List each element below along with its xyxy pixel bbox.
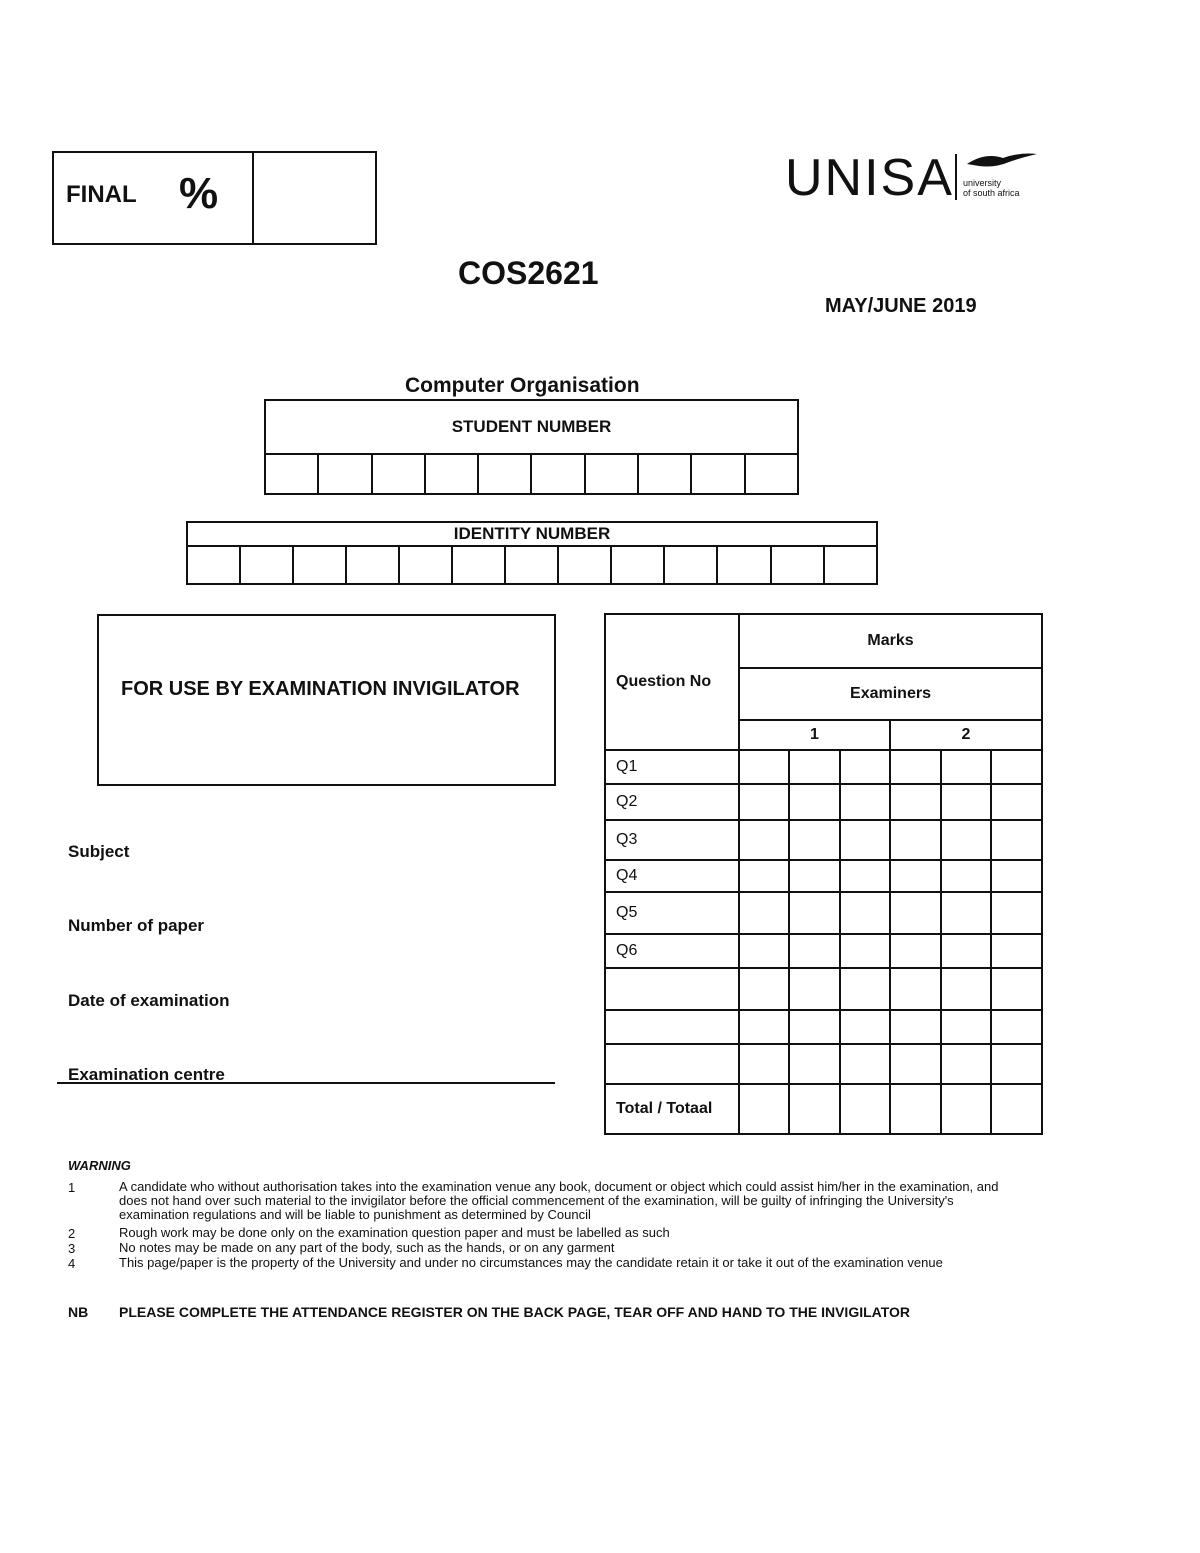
nb-text: PLEASE COMPLETE THE ATTENDANCE REGISTER ON THE BACK PAGE, TEAR OFF AND HAND TO THE INVIGILATOR — [119, 1304, 911, 1320]
mark-cell[interactable] — [991, 784, 1042, 820]
mark-cell[interactable] — [840, 860, 890, 892]
nb-label: NB — [68, 1304, 89, 1320]
mark-cell[interactable] — [991, 750, 1042, 784]
mark-cell[interactable] — [941, 892, 991, 934]
mark-cell[interactable] — [789, 860, 840, 892]
student-number-box[interactable] — [318, 454, 371, 494]
examination-centre-line — [57, 1082, 555, 1084]
mark-cell[interactable] — [991, 1010, 1042, 1044]
mark-cell[interactable] — [890, 750, 941, 784]
identity-number-box[interactable] — [824, 546, 877, 584]
warning-title: WARNING — [68, 1158, 131, 1173]
mark-cell[interactable] — [941, 750, 991, 784]
mark-cell[interactable] — [991, 820, 1042, 860]
mark-cell[interactable] — [890, 1044, 941, 1084]
mark-cell[interactable] — [739, 968, 789, 1010]
mark-cell[interactable] — [890, 860, 941, 892]
mark-cell[interactable] — [941, 1010, 991, 1044]
question-label — [605, 1044, 739, 1084]
invigilator-label: FOR USE BY EXAMINATION INVIGILATOR — [121, 678, 520, 700]
subject-field-label: Subject — [68, 842, 130, 861]
total-cell[interactable] — [941, 1084, 991, 1134]
logo-separator — [955, 154, 957, 200]
mark-cell[interactable] — [840, 892, 890, 934]
mark-cell[interactable] — [789, 934, 840, 968]
total-cell[interactable] — [890, 1084, 941, 1134]
logo-wordmark: UNISA — [785, 149, 954, 207]
warning-item-text: No notes may be made on any part of the body, such as the hands, or on any garment — [119, 1240, 615, 1255]
total-cell[interactable] — [789, 1084, 840, 1134]
mark-cell[interactable] — [789, 968, 840, 1010]
examination-centre-label: Examination centre — [68, 1065, 225, 1084]
identity-number-box[interactable] — [771, 546, 824, 584]
mark-cell[interactable] — [890, 892, 941, 934]
exam-date: MAY/JUNE 2019 — [825, 295, 977, 317]
final-label: FINAL — [66, 181, 137, 208]
mark-cell[interactable] — [789, 784, 840, 820]
identity-number-box[interactable] — [505, 546, 558, 584]
mark-cell[interactable] — [941, 784, 991, 820]
mark-cell[interactable] — [840, 1010, 890, 1044]
identity-number-box[interactable] — [717, 546, 770, 584]
mark-cell[interactable] — [890, 934, 941, 968]
student-number-box[interactable] — [265, 454, 318, 494]
identity-number-grid — [186, 521, 878, 585]
question-label: Q2 — [605, 784, 739, 820]
warning-item-number: 1 — [68, 1180, 76, 1195]
student-number-box[interactable] — [478, 454, 531, 494]
mark-cell[interactable] — [789, 892, 840, 934]
student-number-box[interactable] — [372, 454, 425, 494]
mark-cell[interactable] — [890, 1010, 941, 1044]
marks-table — [604, 613, 1043, 1135]
final-percent-sign: % — [179, 169, 219, 218]
subject-title: Computer Organisation — [405, 374, 640, 397]
student-number-label: STUDENT NUMBER — [265, 400, 798, 454]
mark-cell[interactable] — [941, 1044, 991, 1084]
mark-cell[interactable] — [789, 750, 840, 784]
mark-cell[interactable] — [991, 892, 1042, 934]
question-label: Q6 — [605, 934, 739, 968]
identity-number-box[interactable] — [293, 546, 346, 584]
identity-number-box[interactable] — [346, 546, 399, 584]
number-of-paper-label: Number of paper — [68, 916, 205, 935]
total-cell[interactable] — [739, 1084, 789, 1134]
question-no-header: Question No — [605, 614, 739, 750]
question-label: Q4 — [605, 860, 739, 892]
mark-cell[interactable] — [789, 1044, 840, 1084]
question-label: Q3 — [605, 820, 739, 860]
final-box-divider — [252, 153, 254, 243]
examiner-2-header: 2 — [890, 720, 1042, 750]
student-number-box[interactable] — [425, 454, 478, 494]
student-number-box[interactable] — [531, 454, 584, 494]
question-label: Q5 — [605, 892, 739, 934]
mark-cell[interactable] — [739, 892, 789, 934]
mark-cell[interactable] — [890, 784, 941, 820]
mark-cell[interactable] — [789, 1010, 840, 1044]
student-number-box[interactable] — [745, 454, 798, 494]
final-mark-box — [52, 151, 377, 245]
identity-number-box[interactable] — [664, 546, 717, 584]
mark-cell[interactable] — [789, 820, 840, 860]
question-label: Q1 — [605, 750, 739, 784]
mark-cell[interactable] — [739, 860, 789, 892]
course-code: COS2621 — [458, 255, 599, 291]
mark-cell[interactable] — [739, 784, 789, 820]
identity-number-box[interactable] — [399, 546, 452, 584]
identity-number-box[interactable] — [558, 546, 611, 584]
student-number-box[interactable] — [638, 454, 691, 494]
mark-cell[interactable] — [840, 820, 890, 860]
identity-number-box[interactable] — [611, 546, 664, 584]
mark-cell[interactable] — [991, 934, 1042, 968]
student-number-box[interactable] — [691, 454, 744, 494]
unisa-logo — [785, 148, 1045, 208]
total-cell[interactable] — [840, 1084, 890, 1134]
warning-item-number: 4 — [68, 1256, 76, 1271]
mark-cell[interactable] — [890, 968, 941, 1010]
total-cell[interactable] — [991, 1084, 1042, 1134]
mark-cell[interactable] — [739, 1044, 789, 1084]
mark-cell[interactable] — [840, 934, 890, 968]
mark-cell[interactable] — [941, 820, 991, 860]
mark-cell[interactable] — [991, 1044, 1042, 1084]
logo-subtext-line2: of south africa — [963, 188, 1020, 198]
total-label: Total / Totaal — [605, 1084, 739, 1134]
identity-number-box[interactable] — [187, 546, 240, 584]
student-number-box[interactable] — [585, 454, 638, 494]
mark-cell[interactable] — [739, 1010, 789, 1044]
mark-cell[interactable] — [991, 968, 1042, 1010]
identity-number-label: IDENTITY NUMBER — [187, 522, 877, 546]
warning-item-text: A candidate who without authorisation takes into the examination venue any book, document or object which could assist him/her in the examination, and does not hand over such material to the invigilator before the official commencement of the examination, will be guilty of infringing the University's examination regulations and will be liable to punishment as determined by Council — [119, 1179, 999, 1222]
logo-subtext-line1: university — [963, 178, 1002, 188]
logo-bird-icon — [965, 150, 1040, 174]
warning-item-text: Rough work may be done only on the examination question paper and must be labelled as such — [119, 1225, 670, 1240]
warning-item-text: This page/paper is the property of the University and under no circumstances may the candidate retain it or take it out of the examination venue — [119, 1255, 943, 1270]
marks-header: Marks — [739, 614, 1042, 668]
mark-cell[interactable] — [941, 934, 991, 968]
mark-cell[interactable] — [991, 860, 1042, 892]
mark-cell[interactable] — [941, 860, 991, 892]
examiners-header: Examiners — [739, 668, 1042, 720]
warning-item-number: 3 — [68, 1241, 76, 1256]
mark-cell[interactable] — [840, 1044, 890, 1084]
mark-cell[interactable] — [739, 750, 789, 784]
mark-cell[interactable] — [941, 968, 991, 1010]
identity-number-box[interactable] — [452, 546, 505, 584]
mark-cell[interactable] — [739, 934, 789, 968]
identity-number-box[interactable] — [240, 546, 293, 584]
examiner-1-header: 1 — [739, 720, 890, 750]
student-number-grid — [264, 399, 799, 495]
invigilator-box — [97, 614, 556, 786]
question-label — [605, 968, 739, 1010]
mark-cell[interactable] — [890, 820, 941, 860]
mark-cell[interactable] — [840, 968, 890, 1010]
mark-cell[interactable] — [739, 820, 789, 860]
mark-cell[interactable] — [840, 784, 890, 820]
warning-item-number: 2 — [68, 1226, 76, 1241]
date-of-examination-label: Date of examination — [68, 991, 230, 1010]
mark-cell[interactable] — [840, 750, 890, 784]
question-label — [605, 1010, 739, 1044]
